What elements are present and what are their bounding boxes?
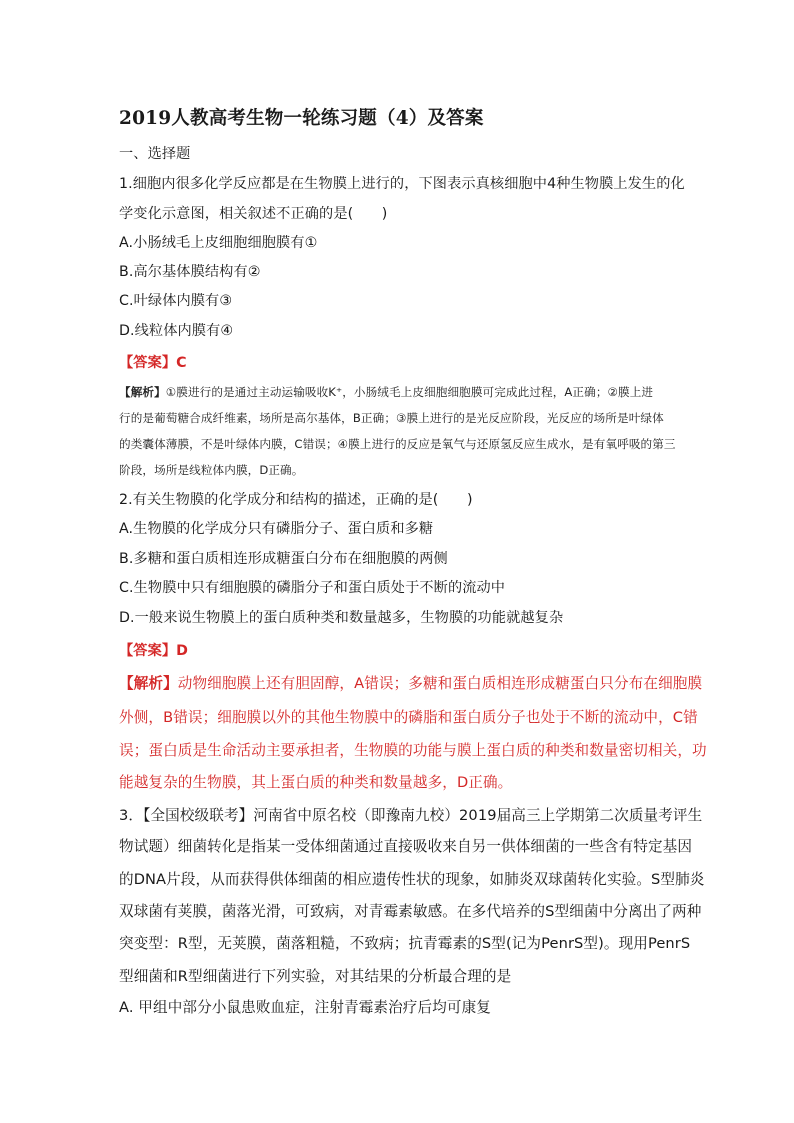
- q2-explanation-line1: 【解析】动物细胞膜上还有胆固醇，A错误；多糖和蛋白质相连形成糖蛋白只分布在细胞膜: [119, 675, 703, 692]
- q1-answer: [119, 352, 187, 372]
- q2-explanation-line4: 能越复杂的生物膜，其上蛋白质的种类和数量越多，D正确。: [119, 774, 513, 791]
- q3-line2: 物试题）细菌转化是指某一受体细菌通过直接吸收来自另一供体细菌的一些含有特定基因: [119, 838, 693, 855]
- q1-answer-label: 【答案】: [119, 355, 177, 371]
- q2-option-c: C.生物膜中只有细胞膜的磷脂分子和蛋白质处于不断的流动中: [119, 580, 506, 596]
- q2-answer-label: 【答案】: [119, 643, 177, 659]
- q2-answer-value: D: [176, 643, 189, 659]
- q1-stem-line2: 学变化示意图，相关叙述不正确的是( ): [119, 206, 388, 222]
- q1-stem-line1: 1.细胞内很多化学反应都是在生物膜上进行的，下图表示真核细胞中4种生物膜上发生的化: [119, 176, 685, 192]
- q2-option-a: A.生物膜的化学成分只有磷脂分子、蛋白质和多糖: [119, 521, 434, 537]
- q1-explanation-label: 【解析】: [119, 385, 166, 399]
- page-title: 2019人教高考生物一轮练习题（4）及答案: [119, 108, 484, 129]
- q1-answer-value: C: [176, 355, 187, 371]
- q2-explanation-line3: 误；蛋白质是生命活动主要承担者，生物膜的功能与膜上蛋白质的种类和数量密切相关，功: [119, 742, 707, 759]
- q1-option-c: C.叶绿体内膜有③: [119, 293, 233, 309]
- q3-line1: 3．【全国校级联考】河南省中原名校（即豫南九校）2019届高三上学期第二次质量考评生: [119, 807, 703, 824]
- q3-line3: 的DNA片段，从而获得供体细菌的相应遗传性状的现象，如肺炎双球菌转化实验。S型肺炎: [119, 871, 705, 888]
- q2-answer: [119, 640, 188, 660]
- q2-stem: 2.有关生物膜的化学成分和结构的描述，正确的是( ): [119, 492, 473, 508]
- q2-explanation-label: 【解析】: [119, 675, 178, 692]
- q1-explanation-line1: 【解析】①膜进行的是通过主动运输吸收K⁺，小肠绒毛上皮细胞细胞膜可完成此过程，A正确；②膜上进: [119, 385, 654, 399]
- q1-explanation-line2: 行的是葡萄糖合成纤维素，场所是高尔基体，B正确；③膜上进行的是光反应阶段，光反应的场所是叶绿体: [119, 411, 664, 425]
- q1-option-d: D.线粒体内膜有④: [119, 323, 234, 339]
- section-heading: 一、选择题: [119, 146, 191, 162]
- q1-explanation-line3: 的类囊体薄膜，不是叶绿体内膜，C错误；④膜上进行的反应是氧气与还原氢反应生成水，是有氧呼吸的第三: [119, 437, 676, 451]
- q3-option-a: A. 甲组中部分小鼠患败血症，注射青霉素治疗后均可康复: [119, 999, 491, 1016]
- q2-option-d: D.一般来说生物膜上的蛋白质种类和数量越多，生物膜的功能就越复杂: [119, 610, 564, 626]
- q2-option-b: B.多糖和蛋白质相连形成糖蛋白分布在细胞膜的两侧: [119, 551, 448, 567]
- q1-explanation-line4: 阶段，场所是线粒体内膜，D正确。: [119, 463, 304, 477]
- q3-line5: 突变型：R型，无荚膜，菌落粗糙，不致病；抗青霉素的S型(记为PenrS型)。现用PenrS: [119, 935, 691, 952]
- q3-line4: 双球菌有荚膜，菌落光滑，可致病，对青霉素敏感。在多代培养的S型细菌中分离出了两种: [119, 903, 702, 920]
- q2-explanation-line2: 外侧，B错误；细胞膜以外的其他生物膜中的磷脂和蛋白质分子也处于不断的流动中，C错: [119, 709, 698, 726]
- q1-option-a: A.小肠绒毛上皮细胞细胞膜有①: [119, 235, 318, 251]
- q1-option-b: B.高尔基体膜结构有②: [119, 264, 261, 280]
- q3-line6: 型细菌和R型细菌进行下列实验，对其结果的分析最合理的是: [119, 968, 512, 985]
